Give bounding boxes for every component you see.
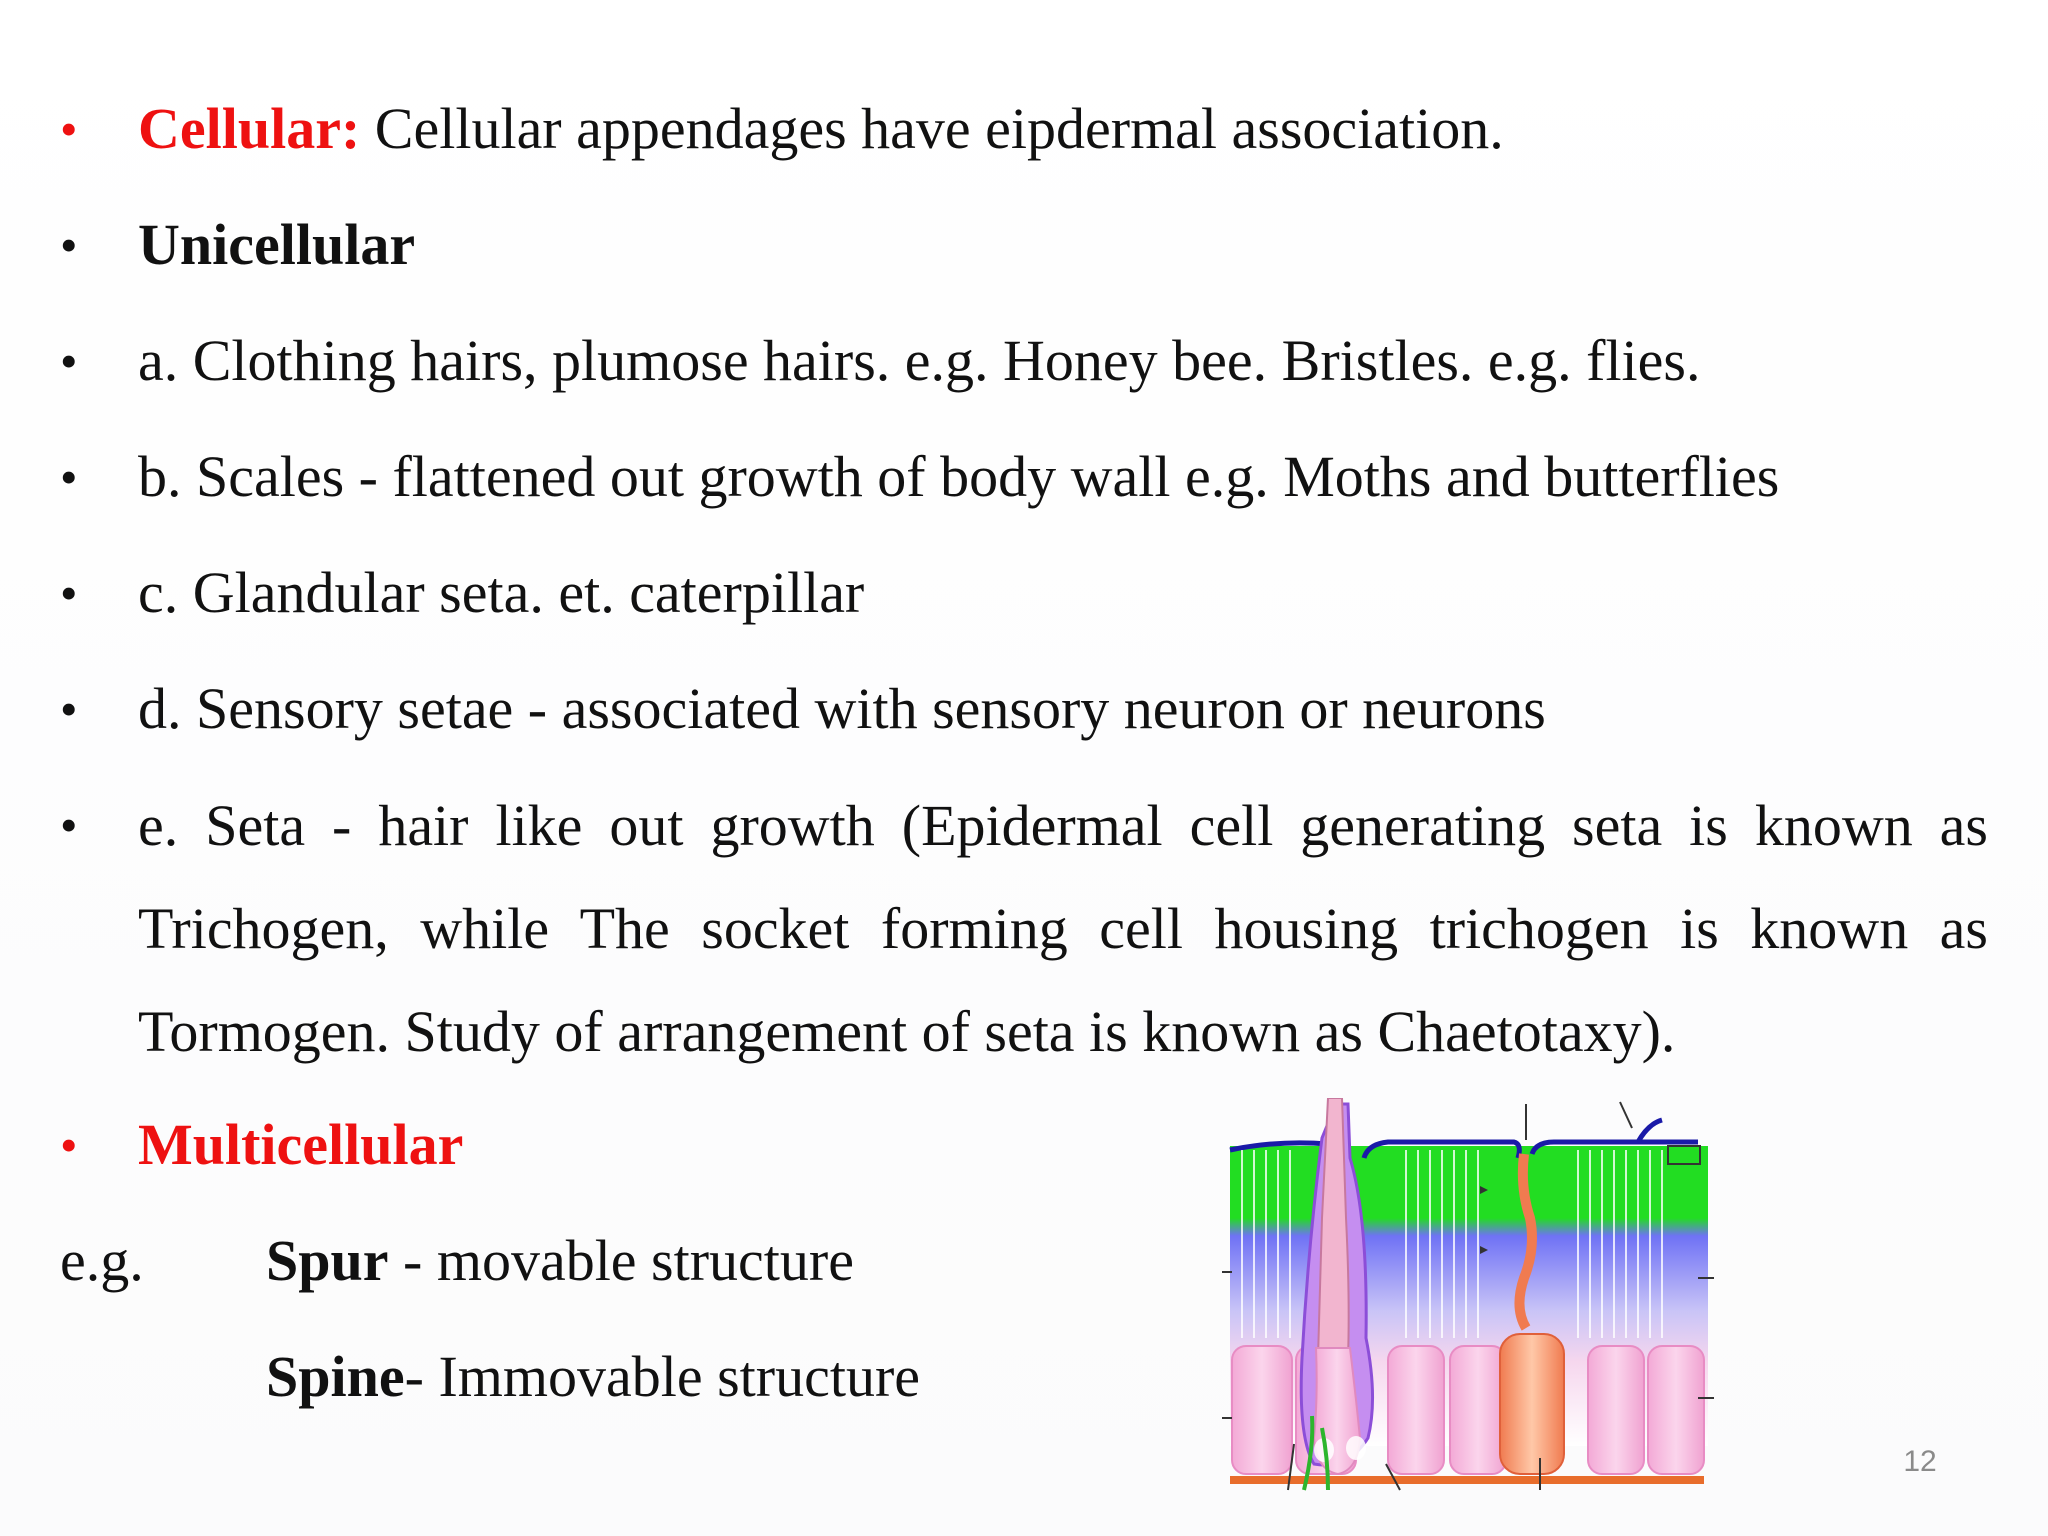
bullet-marker: • (60, 449, 78, 505)
bullet-marker: • (60, 101, 78, 157)
item-c-text: c. Glandular seta. et. caterpillar (138, 560, 865, 625)
bullet-marker: • (60, 797, 78, 853)
item-e-paragraph (138, 774, 1988, 1083)
multicellular-heading: Multicellular (138, 1112, 464, 1177)
gland-duct-icon (1638, 1120, 1662, 1142)
bullet-marker: • (60, 333, 78, 389)
bullet-marker: • (60, 217, 78, 273)
spine-desc: - Immovable structure (404, 1344, 921, 1409)
cellular-label: Cellular: (138, 96, 361, 161)
bullet-marker: • (60, 565, 78, 621)
item-e-line: e. Seta - hair like out growth (Epidermal cell generating seta is known as (138, 793, 1988, 858)
item-e-line: Trichogen, while The socket forming cell housing trichogen is known as (138, 896, 1988, 961)
example-spine (266, 1342, 920, 1412)
item-e-line: Tormogen. Study of arrangement of seta is known as Chaetotaxy). (138, 999, 1676, 1064)
spine-term: Spine (266, 1344, 405, 1409)
bullet-marker: • (60, 1117, 78, 1173)
item-a-text: a. Clothing hairs, plumose hairs. e.g. Honey bee. Bristles. e.g. flies. (138, 328, 1701, 393)
sensory-nucleus (1346, 1436, 1366, 1460)
unicellular-heading: Unicellular (138, 212, 416, 277)
item-d-text: d. Sensory setae - associated with sensory neuron or neurons (138, 676, 1546, 741)
bullet-marker: • (60, 681, 78, 737)
gland-cell (1500, 1334, 1564, 1474)
page-number: 12 (1903, 1445, 1937, 1478)
cellular-text: Cellular appendages have eipdermal association. (360, 96, 1504, 161)
item-b-text: b. Scales - flattened out growth of body wall e.g. Moths and butterflies (138, 444, 1780, 509)
example-spur (266, 1226, 854, 1296)
spur-term: Spur (266, 1228, 389, 1293)
seta-epidermis-diagram (1218, 1098, 1718, 1496)
basement-membrane (1230, 1476, 1704, 1484)
examples-prefix: e.g. (60, 1228, 144, 1293)
spur-desc: - movable structure (388, 1228, 854, 1293)
